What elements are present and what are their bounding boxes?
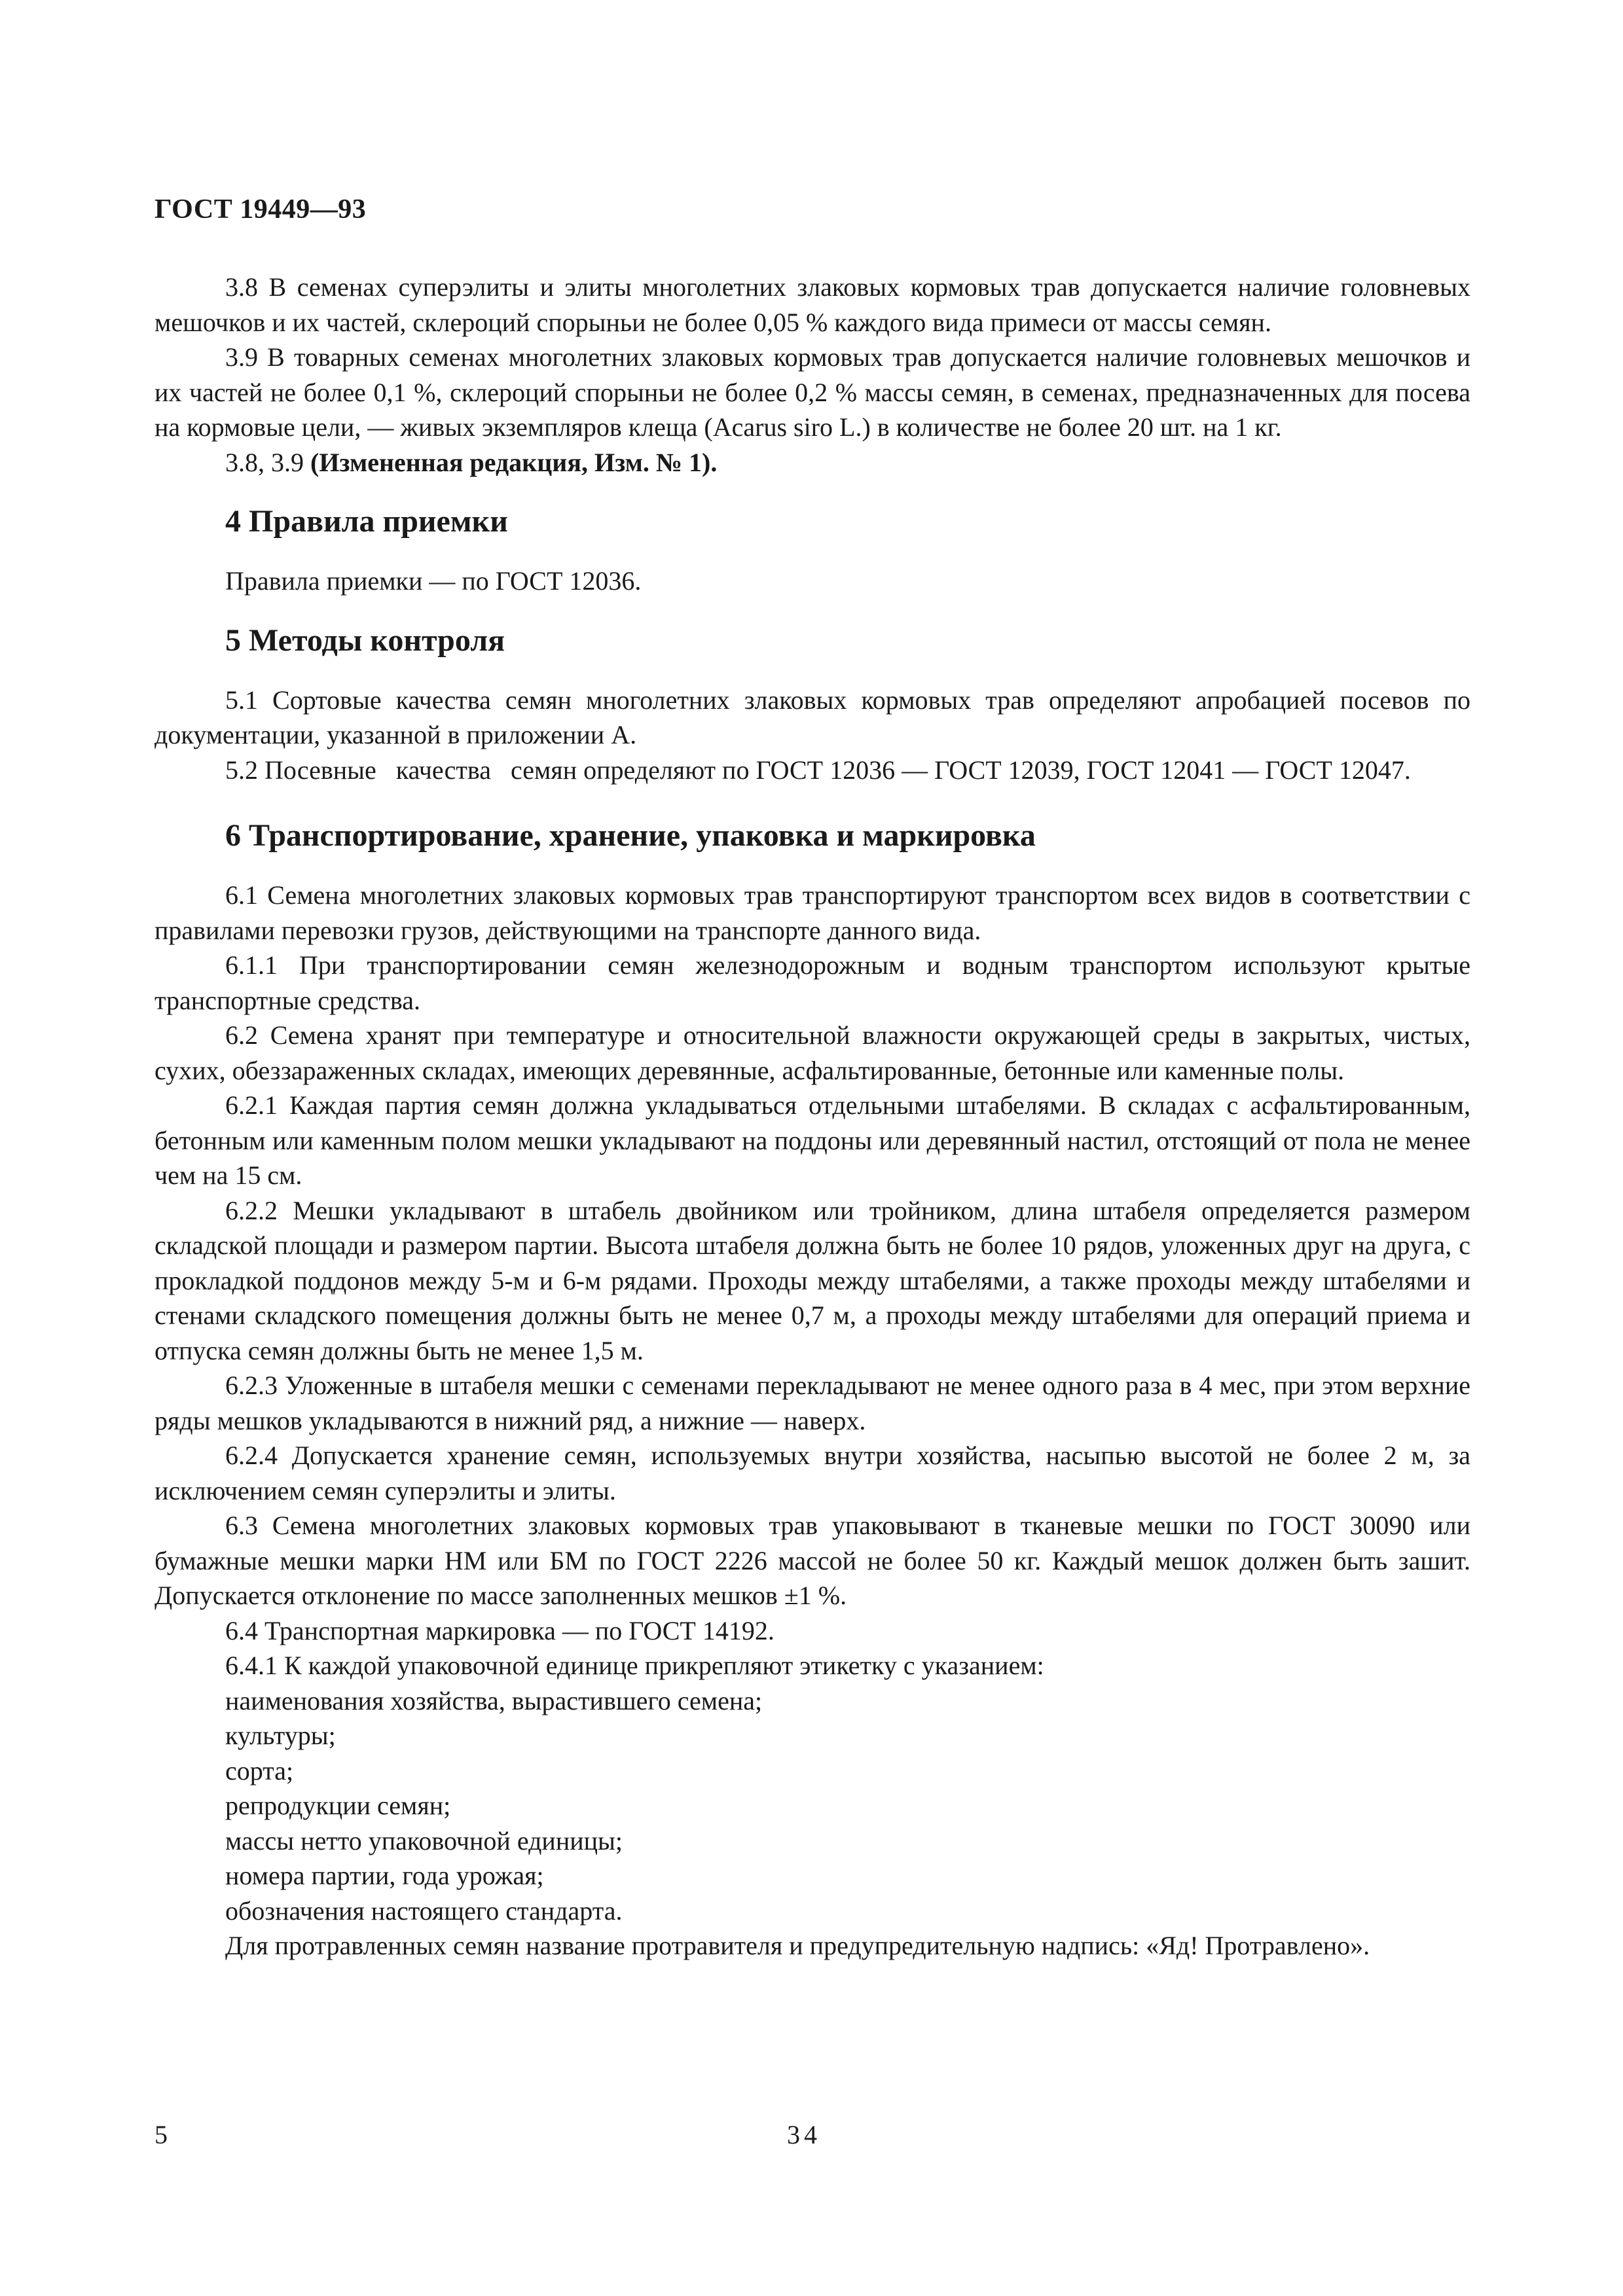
paragraph-6-4: 6.4 Транспортная маркировка — по ГОСТ 14192. [225,1615,775,1645]
page-number: 5 [155,2120,168,2149]
document-page [155,0,1470,2296]
paragraph-6-3: 6.3 Семена многолетних злаковых кормовых трав упаковывают в тканевые мешки по ГОСТ 30090 или бумажные мешки марки НМ или БМ по ГОСТ 2226 массой не более 50 кг. Каждый мешок должен быть зашит. Допускается отклонение по массе заполненных мешков ±1 %. [155,1511,1470,1610]
amendment-note [155,445,1470,480]
section-4-heading: 4 Правила приемки [225,504,508,539]
amendment-note-bold: (Измененная редакция, Изм. № 1). [310,447,718,477]
list-item: массы нетто упаковочной единицы; [225,1825,623,1856]
amendment-note-prefix: 3.8, 3.9 [225,447,310,477]
section-6-heading: 6 Транспортирование, хранение, упаковка и маркировка [225,818,1036,853]
paragraph-6-2-3: 6.2.3 Уложенные в штабеля мешки с семенами перекладывают не менее одного раза в 4 мес, при этом верхние ряды мешков укладываются в нижний ряд, а нижние — наверх. [155,1371,1470,1435]
list-item: обозначения настоящего стандарта. [225,1895,623,1926]
paragraph-3-9: 3.9 В товарных семенах многолетних злаковых кормовых трав допускается наличие головневых мешочков и их частей не более 0,1 %, склероций спорыньи не более 0,2 % массы семян, в семенах, предназначенных для посева на кормовые цели, — живых экземпляров клеща (Acarus siro L.) в количестве не более 20 шт. на 1 кг. [155,342,1470,442]
paragraph-poisoned-seeds: Для протравленных семян название протравителя и предупредительную надпись: «Яд! Протравлено». [225,1931,1370,1960]
list-item: сорта; [225,1755,294,1785]
paragraph-6-2-4: 6.2.4 Допускается хранение семян, используемых внутри хозяйства, насыпью высотой не более 2 м, за исключением семян суперэлиты и элиты. [155,1441,1470,1505]
paragraph-6-1-1: 6.1.1 При транспортировании семян железнодорожным и водным транспортом используют крытые транспортные средства. [155,950,1470,1015]
section-4-text: Правила приемки — по ГОСТ 12036. [225,566,642,596]
document-body [155,270,1470,1964]
label-items-list [155,1683,1470,1929]
list-item: наименования хозяйства, вырастившего семена; [225,1685,763,1715]
sheet-number: 34 [787,2120,821,2149]
section-5-heading: 5 Методы контроля [225,622,505,658]
paragraph-6-2-1: 6.2.1 Каждая партия семян должна укладываться отдельными штабелями. В складах с асфальтированным, бетонным или каменным полом мешки укладывают на поддоны или деревянный настил, отстоящий от пола не менее чем на 15 см. [155,1090,1470,1190]
paragraph-5-1: 5.1 Сортовые качества семян многолетних злаковых кормовых трав определяют апробацией посевов по документации, указанной в приложении А. [155,685,1470,749]
list-item: культуры; [225,1721,336,1750]
paragraph-3-8: 3.8 В семенах суперэлиты и элиты многолетних злаковых кормовых трав допускается наличие головневых мешочков и их частей, склероций спорыньи не более 0,05 % каждого вида примеси от массы семян. [155,272,1470,337]
paragraph-6-2-2: 6.2.2 Мешки укладывают в штабель двойником или тройником, длина штабеля определяется размером складской площади и размером партии. Высота штабеля должна быть не более 10 рядов, уложенных друг на друга, с прокладкой поддонов между 5-м и 6-м рядами. Проходы между штабелями, а также проходы между штабелями и стенами складского помещения должны быть не менее 0,7 м, а проходы между штабелями для операций приема и отпуска семян должны быть не менее 1,5 м. [155,1195,1470,1365]
paragraph-6-1: 6.1 Семена многолетних злаковых кормовых трав транспортируют транспортом всех видов в соответствии с правилами перевозки грузов, действующими на транспорте данного вида. [155,880,1470,945]
paragraph-6-2: 6.2 Семена хранят при температуре и относительной влажности окружающей среды в закрытых, чистых, сухих, обеззараженных складах, имеющих деревянные, асфальтированные, бетонные или каменные полы. [155,1020,1470,1085]
list-item: репродукции семян; [225,1791,451,1820]
list-item: номера партии, года урожая; [225,1861,544,1890]
document-code-header: ГОСТ 19449—93 [155,194,367,224]
paragraph-6-4-1: 6.4.1 К каждой упаковочной единице прикрепляют этикетку с указанием: [225,1651,1044,1680]
paragraph-5-2: 5.2 Посевные качества семян определяют по ГОСТ 12036 — ГОСТ 12039, ГОСТ 12041 — ГОСТ 12047. [225,755,1411,785]
